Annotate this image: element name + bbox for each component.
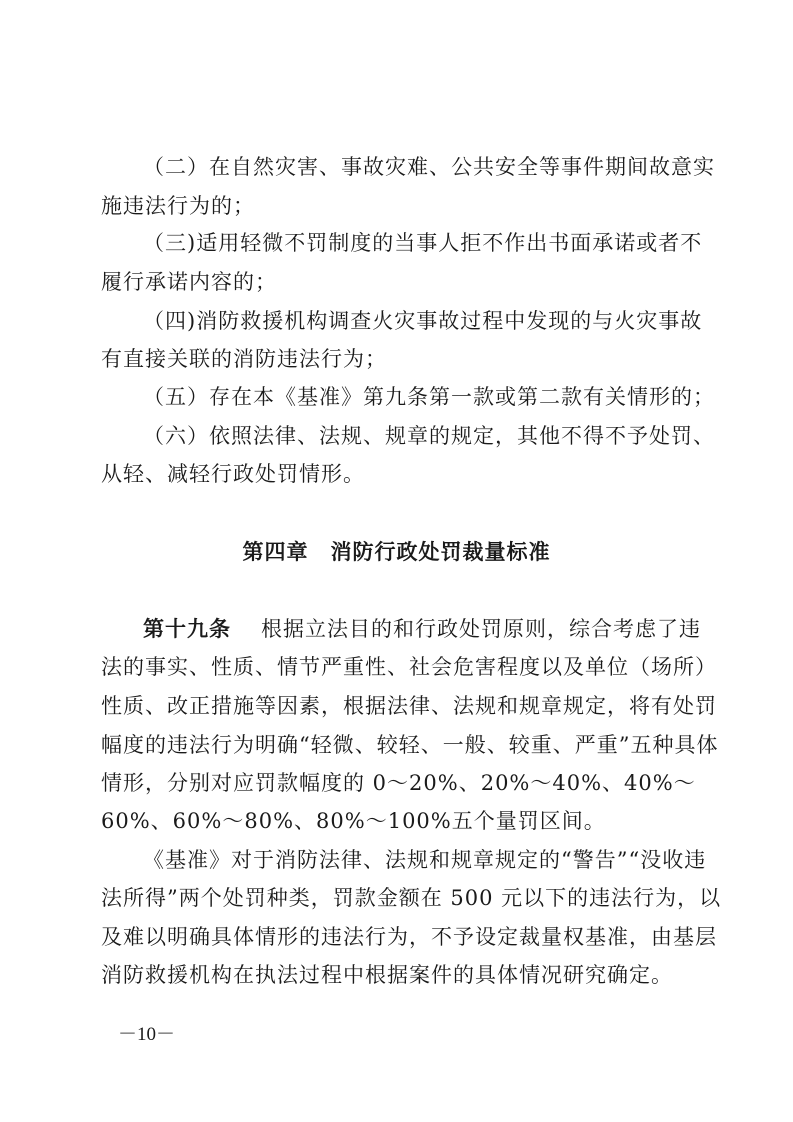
- paragraph-2-line-2: 法所得”两个处罚种类，罚款金额在 500 元以下的违法行为，以: [101, 886, 722, 910]
- article-19-line-6: 60%、60%～80%、80%～100%五个量罚区间。: [101, 809, 606, 833]
- item-4-line-1: （四)消防救援机构调查火灾事故过程中发现的与火灾事故: [143, 309, 703, 333]
- item-2-line-2: 施违法行为的；: [101, 194, 255, 218]
- article-19-line-4: 幅度的违法行为明确“轻微、较轻、一般、较重、严重”五种具体: [101, 733, 719, 757]
- item-6-line-1: （六）依照法律、法规、规章的规定，其他不得不予处罚、: [143, 424, 715, 448]
- paragraph-2-line-3: 及难以明确具体情形的违法行为，不予设定裁量权基准，由基层: [101, 925, 717, 949]
- chapter-heading: 第四章 消防行政处罚裁量标准: [242, 540, 551, 564]
- item-3-line-1: （三)适用轻微不罚制度的当事人拒不作出书面承诺或者不: [143, 231, 703, 255]
- article-19-text-1: 根据立法目的和行政处罚原则，综合考虑了违: [261, 617, 701, 641]
- item-2-line-1: （二）在自然灾害、事故灾难、公共安全等事件期间故意实: [143, 155, 715, 179]
- item-5-line-1: （五）存在本《基准》第九条第一款或第二款有关情形的；: [143, 385, 715, 409]
- paragraph-2-line-1: 《基准》对于消防法律、法规和规章规定的“警告”“没收违: [143, 848, 707, 872]
- article-19-line-3: 性质、改正措施等因素，根据法律、法规和规章规定，将有处罚: [101, 694, 717, 718]
- page-number: －10－: [118, 1024, 176, 1045]
- item-4-line-2: 有直接关联的消防违法行为；: [101, 347, 387, 371]
- article-19-line-2: 法的事实、性质、情节严重性、社会危害程度以及单位（场所）: [101, 655, 717, 679]
- paragraph-2-line-4: 消防救援机构在执法过程中根据案件的具体情况研究确定。: [101, 963, 673, 987]
- article-number: 第十九条: [143, 617, 231, 641]
- item-3-line-2: 履行承诺内容的；: [101, 270, 277, 294]
- article-19-line-1: [143, 611, 701, 647]
- item-6-line-2: 从轻、减轻行政处罚情形。: [101, 462, 365, 486]
- article-19-line-5: 情形，分别对应罚款幅度的 0～20%、20%～40%、40%～: [101, 771, 696, 795]
